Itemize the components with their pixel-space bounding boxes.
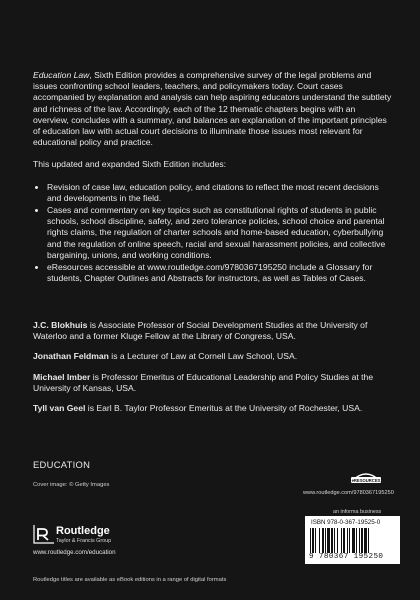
informa-tagline: an informa business — [333, 509, 382, 515]
bio-blokhuis — [33, 320, 393, 342]
bio-feldman — [33, 351, 393, 362]
isbn-barcode — [305, 516, 400, 564]
author-name: Michael Imber — [33, 371, 91, 382]
svg-text:eRESOURCES: eRESOURCES — [351, 477, 381, 483]
author-name: J.C. Blokhuis — [33, 320, 88, 330]
bio-van-geel — [33, 403, 393, 414]
author-name: Tyll van Geel — [33, 403, 86, 414]
publisher-name: Routledge — [56, 525, 110, 537]
feature-item-eresources: • eResources accessible at www.routledge.com/9780367195250 include a Glossary for students, Chapter Outlines and Abstracts for instructors, as well as Tables of Cases. — [47, 262, 393, 284]
ebook-note: Routledge titles are available as eBook editions in a range of digital formats — [33, 577, 227, 583]
feature-item-key-topics: • Cases and commentary on key topics such as constitutional rights of students in public schools, school discipline, safety, and zero tolerance policies, school choice and parental rights claims, the regulation of charter schools and home-based education, cyberbullying and the regulation of online speech, racial and sexual harassment policies, and collective bargaining, unions, and working conditions. — [47, 205, 393, 261]
eresources-url: www.routledge.com/9780367195250 — [303, 490, 394, 496]
publisher-url: www.routledge.com/education — [33, 549, 116, 556]
cover-image-credit: Cover image: © Getty Images — [33, 482, 110, 488]
feature-list — [33, 182, 393, 285]
author-bios — [33, 320, 393, 423]
subject-category: EDUCATION — [33, 459, 91, 470]
book-description — [33, 70, 393, 285]
author-bio-text: is Earl B. Taylor Professor Emeritus at the University of Rochester, USA. — [85, 403, 363, 414]
barcode-bars — [309, 528, 396, 553]
author-bio-text: is Professor Emeritus of Educational Leadership and Policy Studies at the University of Kansas, USA. — [33, 371, 374, 393]
author-name: Jonathan Feldman — [33, 351, 109, 362]
barcode-number: 9 780367 195250 — [309, 553, 384, 561]
publisher-group: Taylor & Francis Group — [56, 538, 112, 544]
intro-text: , Sixth Edition provides a comprehensive survey of the legal problems and issues confronting school leaders, teachers, and policymakers today. Court cases accompanied by explanation and analysis can help aspiring educators understand the subtlety and richness of the law. Accordingly, each of the 12 thematic chapters begins with an overview, concludes with a summary, and balances an explanation of the important principles of education law with actual court decisions to illuminate those issues most relevant for educational policy and practice. — [33, 70, 392, 148]
intro-paragraph — [33, 70, 393, 148]
book-title-italic: Education Law — [33, 70, 90, 80]
author-bio-text: is a Lecturer of Law at Cornell Law School, USA. — [108, 351, 298, 362]
includes-heading: This updated and expanded Sixth Edition includes: — [33, 159, 227, 170]
bio-imber — [33, 372, 393, 394]
isbn-label: ISBN 978-0-367-19525-0 — [311, 519, 381, 526]
feature-item-case-law: • Revision of case law, education policy, and citations to reflect the most recent decisions and developments in the field. — [47, 182, 393, 204]
routledge-r-icon — [33, 524, 55, 544]
eresources-logo-icon — [350, 467, 382, 485]
author-bio-text: is Associate Professor of Social Development Studies at the University of Waterloo and a former Kluge Fellow at the Library of Congress, USA. — [33, 320, 368, 342]
